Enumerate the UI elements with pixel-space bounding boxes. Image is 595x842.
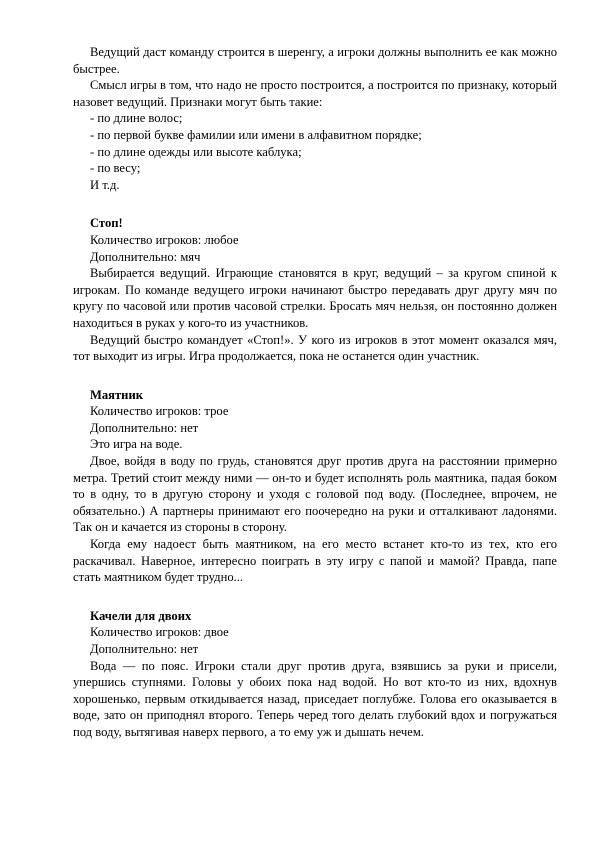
players-count: Количество игроков: двое: [90, 625, 229, 640]
intro-list-item: - по первой букве фамилии или имени в алфавитном порядке;: [90, 127, 422, 142]
pendulum-paragraph-1: Двое, войдя в воду по грудь, становятся друг против друга на расстоянии примерно метра. Третий стоит между ними — он-то и будет исполнять роль маятника, падая боком то в одну, то в другую сторону и уходя с головой под воду. (Последнее, впрочем, не обязательно.) А партнеры принимают его поочередно на руки и отталкивают ладонями. Так он и качается из стороны в сторону.: [73, 454, 557, 535]
players-count: Количество игроков: трое: [90, 404, 229, 419]
extra-equipment: Дополнительно: нет: [90, 420, 199, 435]
extra-equipment: Дополнительно: нет: [90, 642, 199, 656]
pendulum-note: Это игра на воде.: [90, 437, 183, 452]
section-title-swing: Качели для двоих: [90, 608, 192, 623]
intro-paragraph-2: Смысл игры в том, что надо не просто построится, а построится по признаку, который назовет ведущий. Признаки могут быть такие:: [73, 78, 557, 109]
text-column: [73, 44, 557, 741]
section-spacer: [90, 193, 557, 215]
stop-paragraph-1: Выбирается ведущий. Играющие становятся в круг, ведущий – за кругом спиной к игрокам. По команде ведущего игроки начинают быстро передавать друг другу мяч по кругу по часовой или против часовой стрелки. Бросать мяч нельзя, он постоянно должен находиться в руках у кого-то из участников.: [73, 266, 557, 330]
intro-paragraph-1: Ведущий даст команду строится в шеренгу, а игроки должны выполнить ее как можно быстрее.: [73, 45, 557, 76]
section-title-pendulum: Маятник: [90, 387, 143, 402]
section-spacer: [90, 586, 557, 608]
stop-paragraph-2: Ведущий быстро командует «Стоп!». У кого из игроков в этот момент оказался мяч, тот выходит из игры. Игра продолжается, пока не останется один участник.: [73, 332, 557, 364]
intro-list-item: - по весу;: [90, 161, 141, 176]
section-spacer: [90, 365, 557, 387]
intro-list-item: И т.д.: [90, 177, 120, 192]
intro-list-item: - по длине волос;: [90, 111, 183, 126]
players-count: Количество игроков: любое: [90, 232, 239, 247]
intro-list-item: - по длине одежды или высоте каблука;: [90, 144, 302, 159]
swing-paragraph-1: Вода — по пояс. Игроки стали друг против друга, взявшись за руки и присели, упершись ступнями. Головы у обоих пока над водой. Но вот кто-то из них, вдохнув хорошенько, первым откидывается назад, приседает поглубже. Голова его оказывается в воде, зато он приподнял второго. Теперь черед того делать глубокий вдох и погружаться под воду, вытягивая наверх первого, а то ему уж и дышать нечем.: [73, 658, 557, 739]
section-title-stop: Стоп!: [90, 216, 123, 231]
pendulum-paragraph-2: Когда ему надоест быть маятником, на его место встанет кто-то из тех, кто его раскачивал. Наверное, интересно поиграть в эту игру с папой и мамой? Правда, папе стать маятником будет трудно...: [73, 537, 557, 585]
extra-equipment: Дополнительно: мяч: [90, 249, 201, 264]
